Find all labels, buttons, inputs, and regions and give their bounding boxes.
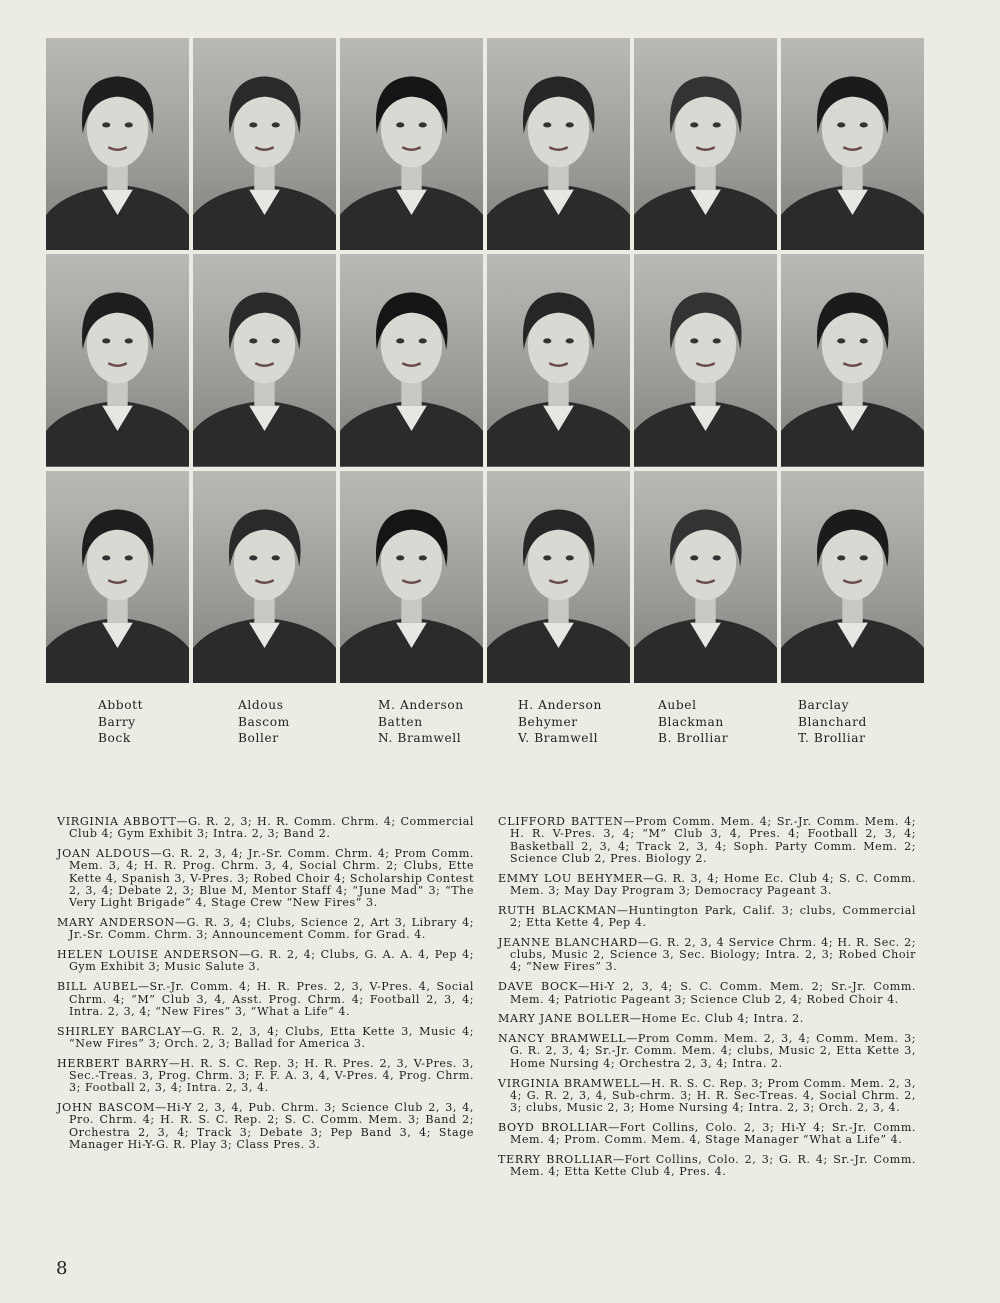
name-caption: V. Bramwell [518,731,599,746]
name-caption: Behymer [518,714,578,729]
bio-entry [57,816,474,841]
bio-entry [498,873,916,898]
name-caption: Bascom [238,714,290,729]
portrait-silhouette [487,38,630,250]
portrait-silhouette [46,471,189,683]
name-caption: H. Anderson [518,698,602,712]
bio-name: SHIRLEY BARCLAY [57,1024,182,1038]
bio-name: VIRGINIA BRAMWELL [498,1076,640,1090]
bio-name: BOYD BROLLIAR [498,1120,609,1134]
portrait-silhouette [634,471,777,683]
portrait-photo [634,254,777,466]
bio-name: JOAN ALDOUS [57,847,151,861]
bios-right-column [498,816,916,1186]
bio-text: —H. R. S. C. Rep. 3; H. R. Pres. 2, 3, V-Pres. 3, Sec.-Treas. 3, Prog. Chrm. 3; F. F. A. 3, 4, V-Pres. 4, Prog. Chrm. 3; Football 2, 3, 4; Intra. 2, 3, 4. [69,1056,474,1095]
bio-name: BILL AUBEL [57,980,138,994]
bio-text: —G. R. 2, 3; H. R. Comm. Chrm. 4; Commercial Club 4; Gym Exhibit 3; Intra. 2, 3; Band 2. [69,815,474,841]
name-caption: Barry [98,714,136,729]
portrait-photo [487,38,630,250]
name-caption: Aldous [238,698,284,712]
bio-text: —Prom Comm. Mem. 4; Sr.-Jr. Comm. Mem. 4; H. R. V-Pres. 3, 4; “M” Club 3, 4, Pres. 4; Football 2, 3, 4; Basketball 2, 3, 4; Track 2, 3, 4; Soph. Party Comm. Mem. 2; Science Club 2, Pres. Biology 2. [510,815,917,865]
name-caption: Boller [238,731,279,746]
bio-text: —Huntington Park, Calif. 3; clubs, Commercial 2; Etta Kette 4, Pep 4. [510,903,917,930]
bio-name: RUTH BLACKMAN [498,903,617,917]
portrait-photo [340,254,483,466]
portrait-silhouette [781,471,924,683]
name-column [238,697,378,747]
name-column [378,697,518,747]
portrait-photo [634,38,777,250]
bio-entry [498,905,916,930]
name-column [518,697,658,747]
portrait-photo [340,38,483,250]
portrait-silhouette [340,38,483,250]
name-caption: Abbott [98,698,144,712]
name-column [798,697,938,747]
bio-entry [498,937,916,974]
portrait-photo [634,471,777,683]
name-caption: Barclay [798,698,850,712]
name-caption: Blanchard [798,714,867,729]
name-captions [98,697,938,747]
name-caption: N. Bramwell [378,731,462,746]
portrait-silhouette [46,254,189,466]
bio-entry [57,949,474,974]
bio-text: —Hi-Y 2, 3, 4, Pub. Chrm. 3; Science Club 2, 3, 4, Pro. Chrm. 4; H. R. S. C. Rep. 2; S. C. Comm. Mem. 3; Band 2; Orchestra 2, 3, 4; Track 3; Debate 3; Pep Band 3, 4; Stage Manager Hi-Y-G. R. Play 3; Class Pres. 3. [69,1101,474,1152]
bio-entry [498,1122,916,1147]
page-number: 8 [56,1258,68,1279]
bio-name: MARY ANDERSON [57,916,175,930]
portrait-photo [193,254,336,466]
portrait-photo [781,38,924,250]
name-column [658,697,798,747]
bio-entry [498,816,916,865]
portrait-grid [46,38,924,683]
portrait-photo [46,471,189,683]
portrait-silhouette [634,38,777,250]
name-column [98,697,238,747]
bio-entry [57,917,474,942]
bio-text: —Fort Collins, Colo. 2, 3; Hi-Y 4; Sr.-Jr. Comm. Mem. 4; Prom. Comm. Mem. 4, Stage Manager “What a Life” 4. [510,1120,916,1147]
bio-entry [57,981,474,1018]
portrait-photo [340,471,483,683]
portrait-photo [781,254,924,466]
portrait-silhouette [46,38,189,250]
bio-text: —G. R. 2, 3, 4 Service Chrm. 4; H. R. Sec. 2; clubs, Music 2, Science 3, Sec. Biology; Intra. 2, 3; Robed Choir 4; “New Fires” 3. [510,935,916,974]
bio-entry [498,1154,916,1179]
portrait-photo [46,38,189,250]
name-caption: Aubel [658,698,697,712]
name-caption: B. Brolliar [658,731,729,746]
portrait-photo [46,254,189,466]
portrait-silhouette [781,38,924,250]
bio-entry [57,848,474,909]
portrait-silhouette [193,254,336,466]
portrait-photo [487,471,630,683]
bio-entry [57,1102,474,1151]
bio-text: —G. R. 3, 4; Home Ec. Club 4; S. C. Comm. Mem. 3; May Day Program 3; Democracy Pageant 3. [510,871,916,897]
bio-text: —Prom Comm. Mem. 2, 3, 4; Comm. Mem. 3; G. R. 2, 3, 4; Sr.-Jr. Comm. Mem. 4; clubs, Music 2, Etta Kette 3, Home Nursing 4; Orchestra 2, 3, 4; Intra. 2. [510,1032,916,1070]
portrait-silhouette [634,254,777,466]
bio-entry [498,1013,916,1025]
bio-text: —G. R. 2, 3, 4; Jr.-Sr. Comm. Chrm. 4; Prom Comm. Mem. 3, 4; H. R. Prog. Chrm. 3, 4, Social Chrm. 2; Clubs, Ette Kette 4, Spanish 3, V-Pres. 3; Robed Choir 4; Scholarship Contest 2, 3, 4; Debate 2, 3; Blue M, Mentor Staff 4; “June Mad” 3; “The Very Light Brigade” 4, Stage Crew “New Fires” 3. [69,847,474,910]
bio-name: JEANNE BLANCHARD [498,935,638,949]
bio-name: NANCY BRAMWELL [498,1032,627,1046]
bio-name: CLIFFORD BATTEN [498,815,624,828]
portrait-silhouette [487,471,630,683]
bio-text: —G. R. 3, 4; Clubs, Science 2, Art 3, Library 4; Jr.-Sr. Comm. Chrm. 3; Announcement Comm. for Grad. 4. [69,916,474,942]
bio-entry [57,1026,474,1051]
bio-name: DAVE BOCK [498,980,578,994]
bio-text: —Hi-Y 2, 3, 4; S. C. Comm. Mem. 2; Sr.-Jr. Comm. Mem. 4; Patriotic Pageant 3; Science Club 2, 4; Robed Choir 4. [510,980,916,1006]
portrait-photo [193,38,336,250]
portrait-photo [193,471,336,683]
portrait-photo [487,254,630,466]
name-caption: T. Brolliar [798,731,866,746]
bio-name: MARY JANE BOLLER [498,1012,630,1026]
bio-text: —G. R. 2, 4; Clubs, G. A. A. 4, Pep 4; Gym Exhibit 3; Music Salute 3. [69,948,474,974]
bio-name: JOHN BASCOM [57,1101,156,1115]
bio-name: HERBERT BARRY [57,1056,169,1070]
bio-name: EMMY LOU BEHYMER [498,871,643,885]
portrait-silhouette [340,254,483,466]
name-caption: M. Anderson [378,698,464,712]
bio-text: —Fort Collins, Colo. 2, 3; G. R. 4; Sr.-Jr. Comm. Mem. 4; Etta Kette Club 4, Pres. 4. [510,1153,916,1179]
bio-text: —Home Ec. Club 4; Intra. 2. [629,1012,804,1026]
portrait-silhouette [781,254,924,466]
portrait-photo [781,471,924,683]
bio-text: —H. R. S. C. Rep. 3; Prom Comm. Mem. 2, 3, 4; G. R. 2, 3, 4, Sub-chrm. 3; H. R. Sec-Treas. 4, Social Chrm. 2, 3; clubs, Music 2, 3; Home Nursing 4; Intra. 2, 3; Orch. 2, 3, 4. [510,1076,916,1115]
bios-left-column [57,816,474,1159]
portrait-silhouette [193,38,336,250]
name-caption: Batten [378,714,423,729]
bio-name: VIRGINIA ABBOTT [57,815,177,828]
bio-entry [498,1078,916,1115]
name-caption: Bock [98,731,131,746]
portrait-silhouette [340,471,483,683]
bio-entry [57,1058,474,1095]
name-caption: Blackman [658,714,724,729]
bio-text: —G. R. 2, 3, 4; Clubs, Etta Kette 3, Music 4; “New Fires” 3; Orch. 2, 3; Ballad for America 3. [69,1024,474,1050]
bio-name: HELEN LOUISE ANDERSON [57,948,240,962]
bio-entry [498,1033,916,1070]
bio-name: TERRY BROLLIAR [498,1153,613,1167]
bio-text: —Sr.-Jr. Comm. 4; H. R. Pres. 2, 3, V-Pres. 4, Social Chrm. 4; “M” Club 3, 4, Asst. Prog. Chrm. 4; Football 2, 3, 4; Intra. 2, 3, 4; “New Fires” 3, “What a Life” 4. [69,980,475,1018]
portrait-silhouette [487,254,630,466]
portrait-silhouette [193,471,336,683]
bio-entry [498,981,916,1006]
